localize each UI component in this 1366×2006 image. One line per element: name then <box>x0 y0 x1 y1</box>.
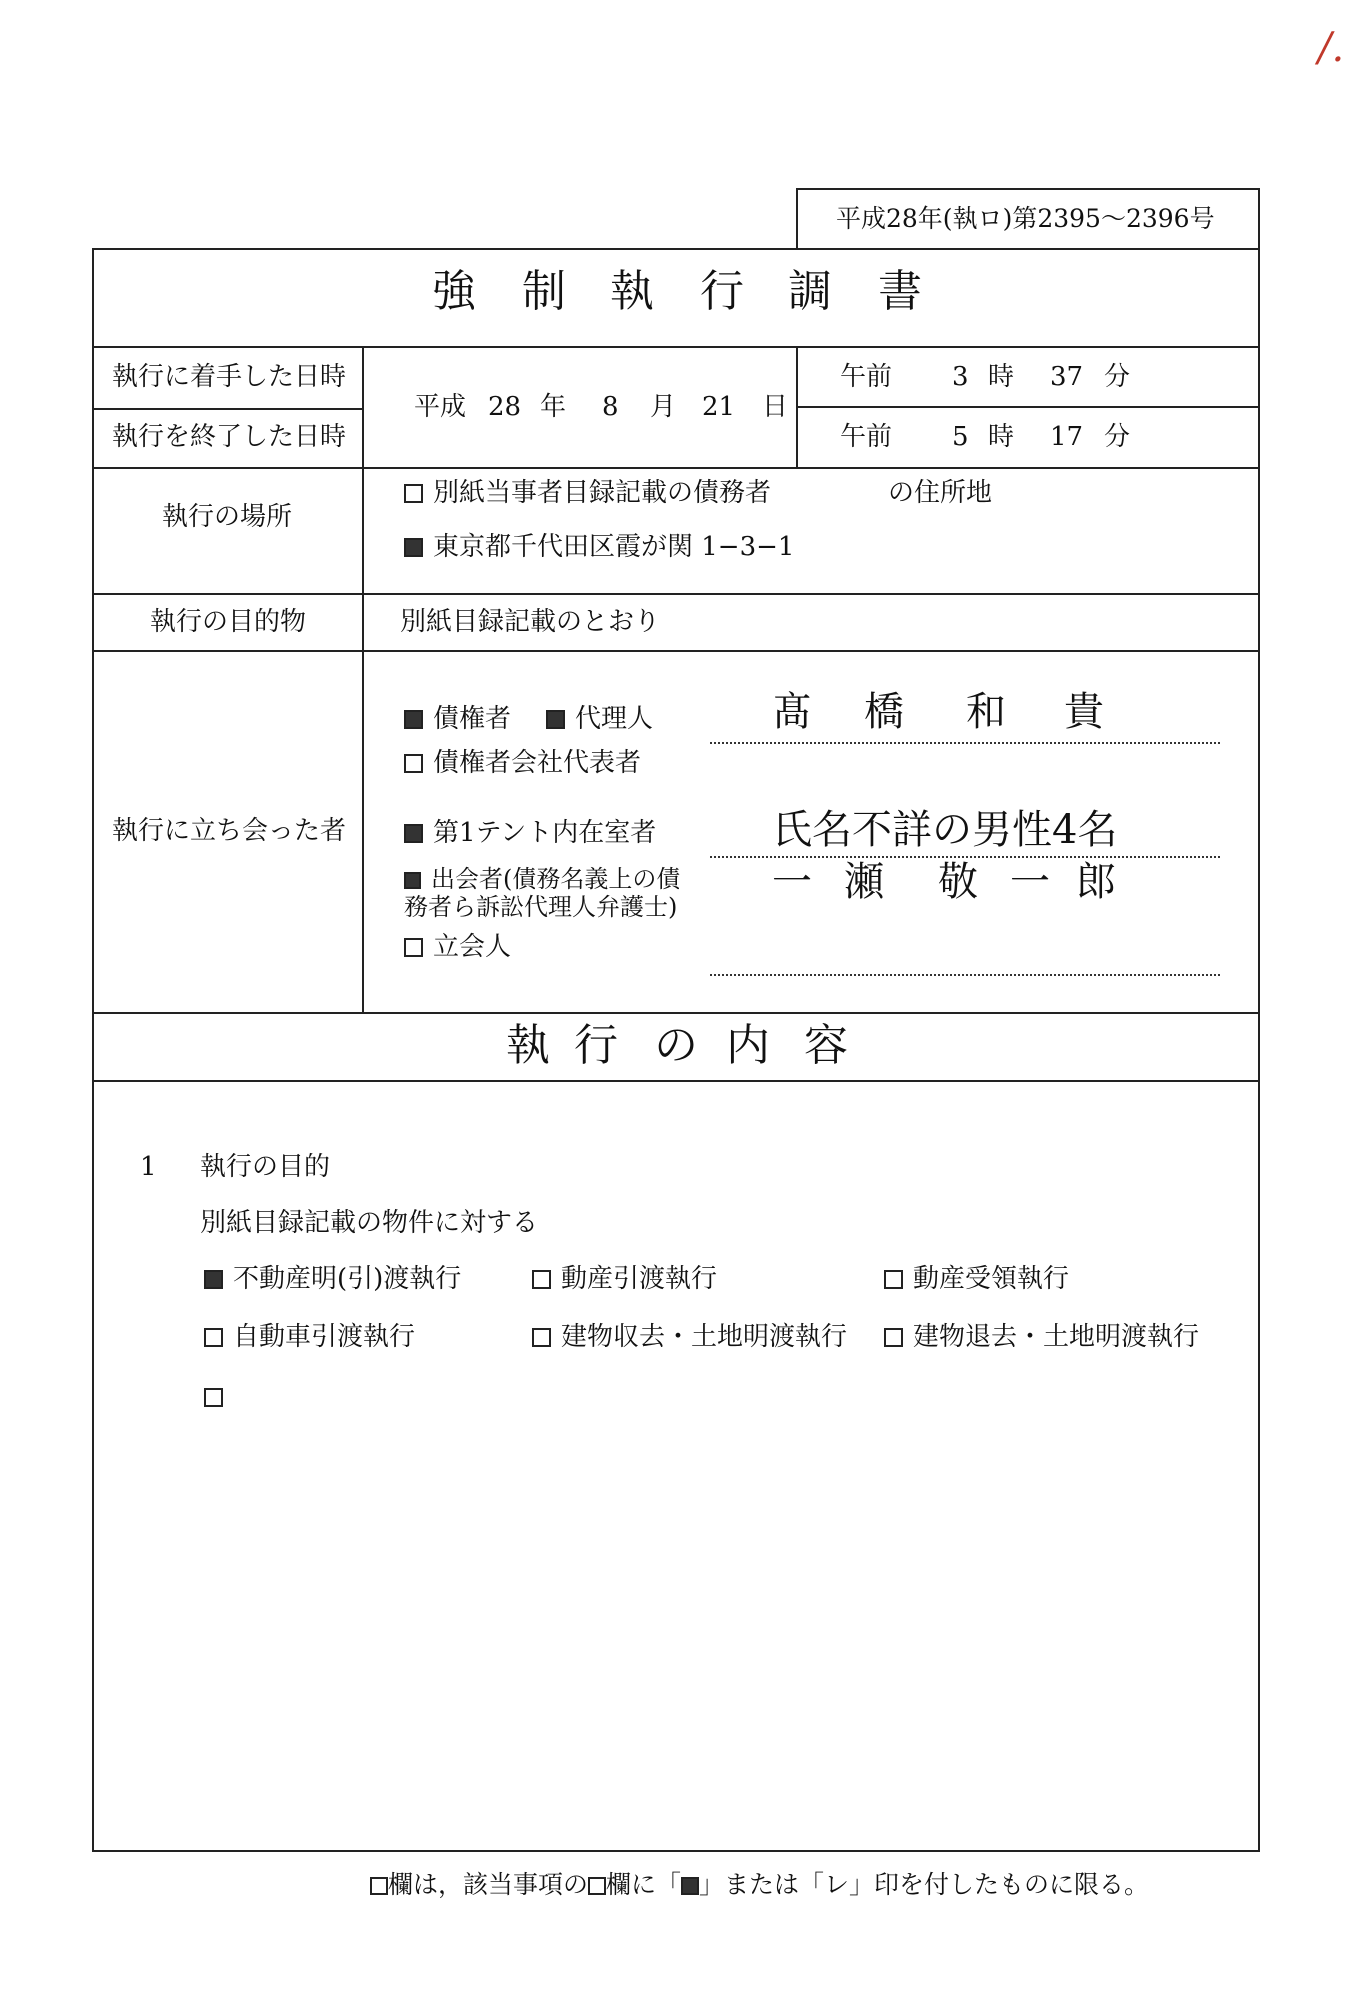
item-number: 1 <box>140 1152 157 1182</box>
agent-checkbox[interactable] <box>546 710 565 729</box>
footnote-part: 」または「レ」印を付したものに限る。 <box>699 1870 1150 1899</box>
witness-checkbox[interactable] <box>404 938 423 957</box>
place-option-1-text: 別紙当事者目録記載の債務者 <box>433 478 772 508</box>
title-char: 書 <box>878 266 922 317</box>
witness-text: 立会人 <box>433 932 512 962</box>
footnote-checkbox-icon <box>588 1877 606 1895</box>
item-title: 執行の目的 <box>200 1152 331 1182</box>
object-label: 執行の目的物 <box>150 607 307 637</box>
name-char: 一 <box>772 859 812 905</box>
footnote <box>370 1872 1149 1897</box>
purpose-text: 建物退去・土地明渡執行 <box>913 1322 1200 1352</box>
date-era: 平成 <box>414 392 467 422</box>
purpose-option <box>532 1266 717 1292</box>
tent-option <box>404 820 656 846</box>
start-minute: 37 <box>1050 362 1084 392</box>
attendee-text-line1: 出会者(債務名義上の債 <box>431 865 681 893</box>
end-time-label: 執行を終了した日時 <box>112 422 347 452</box>
creditor-rep-text: 債権者会社代表者 <box>433 748 642 778</box>
purpose-option <box>884 1324 1199 1350</box>
creditor-checkbox[interactable] <box>404 710 423 729</box>
footnote-checkbox-icon <box>370 1877 388 1895</box>
title-char: 強 <box>432 266 476 317</box>
purpose-text: 動産受領執行 <box>913 1264 1070 1294</box>
purpose-text: 自動車引渡執行 <box>233 1322 416 1352</box>
purpose-checkbox[interactable] <box>204 1388 223 1407</box>
place-option-2 <box>404 534 794 560</box>
purpose-checkbox[interactable] <box>884 1270 903 1289</box>
creditor-rep-option <box>404 750 641 776</box>
start-hour: 3 <box>952 362 969 392</box>
purpose-checkbox[interactable] <box>204 1328 223 1347</box>
name-char: 和 <box>966 689 1006 735</box>
purpose-option <box>884 1266 1069 1292</box>
purpose-option <box>204 1384 233 1410</box>
name-char: 髙 <box>772 689 812 735</box>
creditor-text: 債権者 <box>433 704 512 734</box>
start-time-label: 執行に着手した日時 <box>112 362 347 392</box>
creditor-option <box>404 706 511 732</box>
heading-char: 行 <box>574 1020 618 1071</box>
title-char: 制 <box>522 266 566 317</box>
title-char: 調 <box>788 266 832 317</box>
attendee-text-line2: 務者ら訴訟代理人弁護士) <box>404 892 678 921</box>
title-char: 行 <box>700 266 744 317</box>
tent-checkbox[interactable] <box>404 824 423 843</box>
purpose-text: 動産引渡執行 <box>561 1264 718 1294</box>
purpose-option <box>204 1266 461 1292</box>
tent-text: 第1テント内在室者 <box>433 818 657 848</box>
date-month-unit: 月 <box>650 392 677 422</box>
name-char: 瀬 <box>844 859 884 905</box>
attendee-checkbox[interactable] <box>404 872 421 889</box>
agent-option <box>546 706 653 732</box>
place-label: 執行の場所 <box>162 502 293 532</box>
place-option-2-checkbox[interactable] <box>404 538 423 557</box>
date-month: 8 <box>602 392 619 422</box>
date-day-unit: 日 <box>762 392 789 422</box>
purpose-text: 不動産明(引)渡執行 <box>233 1264 462 1294</box>
name-char: 郎 <box>1076 859 1116 905</box>
place-option-2-text: 東京都千代田区霞が関 1−3−1 <box>433 532 795 562</box>
place-option-1 <box>404 480 771 506</box>
place-option-1-checkbox[interactable] <box>404 484 423 503</box>
date-year: 28 <box>488 392 522 422</box>
name-row-2: 氏名不詳の男性4名 <box>772 807 1118 853</box>
footnote-filled-box-icon <box>681 1877 699 1895</box>
page-mark: /. <box>1318 25 1345 71</box>
start-minute-unit: 分 <box>1104 362 1131 392</box>
witness-option <box>404 934 511 960</box>
end-hour: 5 <box>952 422 969 452</box>
name-char: 一 <box>1010 859 1050 905</box>
purpose-checkbox[interactable] <box>204 1270 223 1289</box>
start-hour-unit: 時 <box>988 362 1015 392</box>
end-ampm: 午前 <box>840 422 893 452</box>
heading-char: の <box>654 1020 698 1071</box>
creditor-rep-checkbox[interactable] <box>404 754 423 773</box>
purpose-checkbox[interactable] <box>532 1328 551 1347</box>
heading-char: 内 <box>726 1020 770 1071</box>
purpose-checkbox[interactable] <box>884 1328 903 1347</box>
end-minute-unit: 分 <box>1104 422 1131 452</box>
purpose-option <box>532 1324 847 1350</box>
title-char: 執 <box>610 266 654 317</box>
agent-text: 代理人 <box>575 704 654 734</box>
case-number: 平成28年(執ロ)第2395〜2396号 <box>836 204 1215 233</box>
purpose-checkbox[interactable] <box>532 1270 551 1289</box>
attendee-option <box>404 866 680 921</box>
end-hour-unit: 時 <box>988 422 1015 452</box>
purpose-option <box>204 1324 415 1350</box>
date-year-unit: 年 <box>540 392 567 422</box>
footnote-part: 欄は，該当事項の <box>388 1870 589 1899</box>
heading-char: 容 <box>804 1020 848 1071</box>
name-char: 貴 <box>1064 689 1104 735</box>
place-option-1-suffix: の住所地 <box>888 478 993 508</box>
object-value: 別紙目録記載のとおり <box>400 607 661 637</box>
purpose-text: 建物収去・土地明渡執行 <box>561 1322 848 1352</box>
name-char: 敬 <box>938 859 978 905</box>
attendees-label: 執行に立ち会った者 <box>112 816 347 846</box>
heading-char: 執 <box>506 1020 550 1071</box>
name-char: 橋 <box>864 689 904 735</box>
start-ampm: 午前 <box>840 362 893 392</box>
end-minute: 17 <box>1050 422 1084 452</box>
item-lead: 別紙目録記載の物件に対する <box>200 1208 539 1238</box>
footnote-part: 欄に「 <box>606 1870 682 1899</box>
date-day: 21 <box>702 392 736 422</box>
